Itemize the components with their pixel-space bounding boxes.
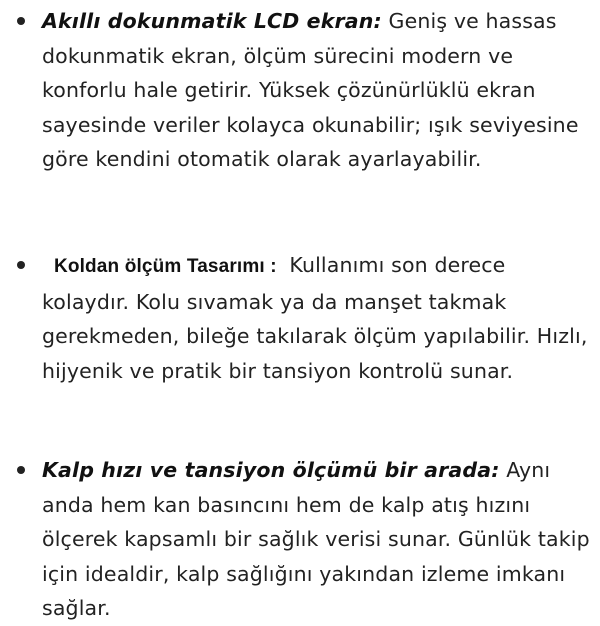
bullet-icon <box>17 17 25 25</box>
feature-text <box>42 453 590 626</box>
feature-item-lcd-screen <box>0 4 590 177</box>
feature-description: Aynı anda hem kan basıncını hem de kalp atış hızını ölçerek kapsamlı bir sağlık verisi sunar. Günlük takip için idealdir, kalp sağlığını yakından izleme imkanı sağlar. <box>42 458 590 621</box>
feature-item-heart-rate <box>0 453 590 626</box>
feature-text <box>42 4 590 177</box>
bullet-icon <box>17 466 25 474</box>
feature-title: Koldan ölçüm Tasarımı : <box>54 256 277 277</box>
feature-text <box>42 248 590 388</box>
feature-title: Akıllı dokunmatik LCD ekran: <box>42 9 382 33</box>
bullet-icon <box>17 261 25 269</box>
feature-item-wrist-design <box>0 248 590 388</box>
feature-description: Geniş ve hassas dokunmatik ekran, ölçüm sürecini modern ve konforlu hale getirir. Yüksek çözünürlüklü ekran sayesinde veriler kolayca okunabilir; ışık seviyesine göre kendini otomatik olarak ayarlayabilir. <box>42 9 579 172</box>
feature-description: Kullanımı son derece kolaydır. Kolu sıvamak ya da manşet takmak gerekmeden, bileğe takılarak ölçüm yapılabilir. Hızlı, hijyenik ve pratik bir tansiyon kontrolü sunar. <box>42 253 588 383</box>
feature-title: Kalp hızı ve tansiyon ölçümü bir arada: <box>42 458 500 482</box>
